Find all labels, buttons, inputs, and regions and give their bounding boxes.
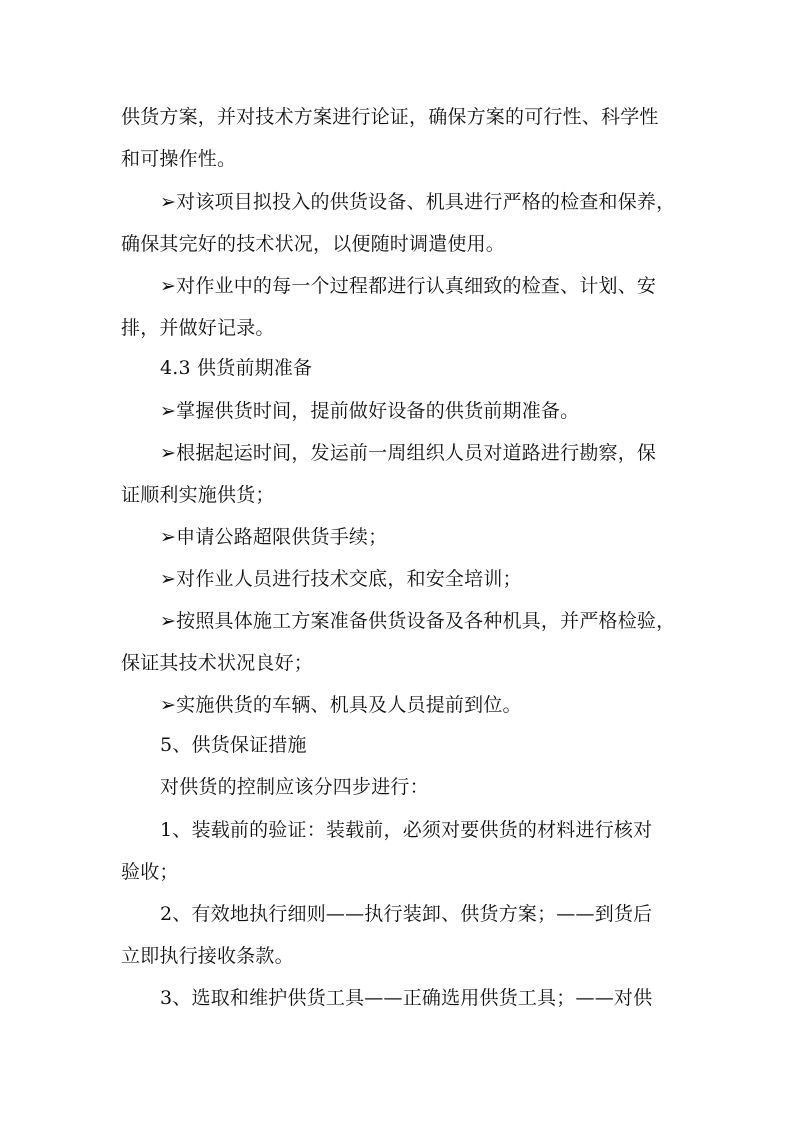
section-heading: 4.3 供货前期准备	[160, 357, 313, 379]
text-line: 和可操作性。	[121, 148, 237, 170]
bullet-line: ➢实施供货的车辆、机具及人员提前到位。	[160, 694, 522, 716]
text-line: 排，并做好记录。	[121, 317, 275, 339]
bullet-line: ➢根据起运时间，发运前一周组织人员对道路进行勘察，保	[160, 442, 657, 464]
bullet-line: ➢对该项目拟投入的供货设备、机具进行严格的检查和保养，	[160, 191, 676, 213]
bullet-line: ➢掌握供货时间，提前做好设备的供货前期准备。	[160, 400, 580, 422]
numbered-line: 3、选取和维护供货工具——正确选用供货工具；——对供	[160, 987, 653, 1009]
bullet-line: ➢申请公路超限供货手续；	[160, 526, 388, 548]
text-line: 证顺利实施供货；	[121, 484, 275, 506]
numbered-line: 1、装载前的验证：装载前，必须对要供货的材料进行核对	[160, 819, 653, 841]
text-line: 供货方案，并对技术方案进行论证，确保方案的可行性、科学性	[121, 106, 659, 128]
numbered-line: 2、有效地执行细则——执行装卸、供货方案；——到货后	[160, 903, 653, 925]
text-line: 保证其技术状况良好；	[121, 652, 314, 674]
bullet-line: ➢对作业中的每一个过程都进行认真细致的检查、计划、安	[160, 275, 657, 297]
text-line: 对供货的控制应该分四步进行：	[160, 776, 429, 798]
text-line: 验收；	[121, 861, 179, 883]
section-heading: 5、供货保证措施	[160, 734, 307, 756]
bullet-line: ➢对作业人员进行技术交底，和安全培训；	[160, 568, 522, 590]
text-line: 确保其完好的技术状况，以便随时调遣使用。	[121, 233, 506, 255]
bullet-line: ➢按照具体施工方案准备供货设备及各种机具，并严格检验，	[160, 610, 676, 632]
text-line: 立即执行接收条款。	[121, 945, 294, 967]
